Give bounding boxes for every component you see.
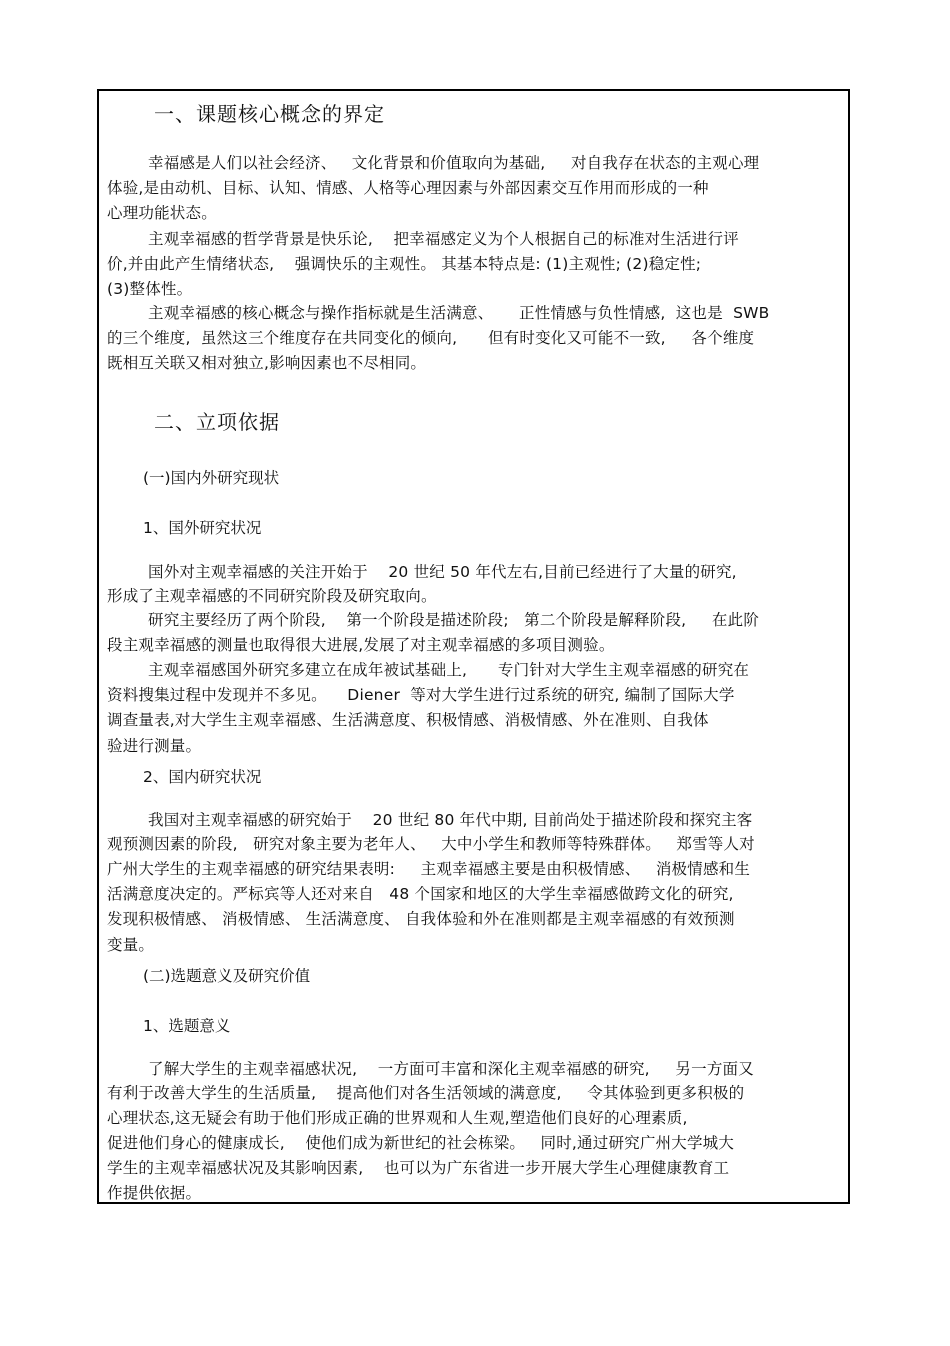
- paragraph-line: 广州大学生的主观幸福感的研究结果表明: 主观幸福感主要是由积极情感、 消极情感和生: [107, 860, 751, 878]
- paragraph-line: 学生的主观幸福感状况及其影响因素, 也可以为广东省进一步开展大学生心理健康教育工: [107, 1159, 730, 1177]
- subsection-heading-foreign: 1、国外研究状况: [143, 519, 262, 537]
- paragraph-line: 我国对主观幸福感的研究始于 20 世纪 80 年代中期, 目前尚处于描述阶段和探究主客: [107, 811, 753, 829]
- paragraph-line: 有利于改善大学生的生活质量, 提高他们对各生活领域的满意度, 令其体验到更多积极的: [107, 1084, 745, 1102]
- paragraph-line: 形成了主观幸福感的不同研究阶段及研究取向。: [107, 587, 437, 605]
- paragraph-line: 作提供依据。: [107, 1184, 202, 1202]
- paragraph-line: 调查量表,对大学生主观幸福感、生活满意度、积极情感、消极情感、外在准则、自我体: [107, 711, 709, 729]
- paragraph-line: 验进行测量。: [107, 737, 202, 755]
- paragraph-line: 幸福感是人们以社会经济、 文化背景和价值取向为基础, 对自我存在状态的主观心理: [107, 154, 760, 172]
- paragraph-line: 研究主要经历了两个阶段, 第一个阶段是描述阶段; 第二个阶段是解释阶段, 在此阶: [107, 611, 760, 629]
- paragraph-line: 观预测因素的阶段, 研究对象主要为老年人、 大中小学生和教师等特殊群体。 郑雪等人对: [107, 835, 755, 853]
- paragraph-line: 主观幸福感国外研究多建立在成年被试基础上, 专门针对大学生主观幸福感的研究在: [107, 661, 750, 679]
- paragraph-line: 国外对主观幸福感的关注开始于 20 世纪 50 年代左右,目前已经进行了大量的研究,: [107, 563, 737, 581]
- section-heading-concept: 一、课题核心概念的界定: [154, 102, 385, 126]
- subsection-heading-significance: (二)选题意义及研究价值: [143, 967, 311, 985]
- subsection-heading-meaning: 1、选题意义: [143, 1017, 231, 1035]
- paragraph-line: 价,并由此产生情绪状态, 强调快乐的主观性。 其基本特点是: (1)主观性; (2)稳定性;: [107, 255, 702, 273]
- paragraph-line: 既相互关联又相对独立,影响因素也不尽相同。: [107, 354, 427, 372]
- subsection-heading-domestic: 2、国内研究状况: [143, 768, 262, 786]
- paragraph-line: (3)整体性。: [107, 280, 193, 298]
- paragraph-line: 活满意度决定的。严标宾等人还对来自 48 个国家和地区的大学生幸福感做跨文化的研究,: [107, 885, 734, 903]
- paragraph-line: 发现积极情感、 消极情感、 生活满意度、 自我体验和外在准则都是主观幸福感的有效预测: [107, 910, 735, 928]
- paragraph-line: 资料搜集过程中发现并不多见。 Diener 等对大学生进行过系统的研究, 编制了国际大学: [107, 686, 735, 704]
- paragraph-line: 心理功能状态。: [107, 204, 217, 222]
- paragraph-line: 段主观幸福感的测量也取得很大进展,发展了对主观幸福感的多项目测验。: [107, 636, 615, 654]
- paragraph-line: 的三个维度, 虽然这三个维度存在共同变化的倾向, 但有时变化又可能不一致, 各个维度: [107, 329, 755, 347]
- paragraph-line: 促进他们身心的健康成长, 使他们成为新世纪的社会栋梁。 同时,通过研究广州大学城大: [107, 1134, 735, 1152]
- paragraph-line: 了解大学生的主观幸福感状况, 一方面可丰富和深化主观幸福感的研究, 另一方面又: [107, 1060, 754, 1078]
- paragraph-line: 主观幸福感的核心概念与操作指标就是生活满意、 正性情感与负性情感, 这也是 SWB: [107, 304, 770, 322]
- paragraph-line: 主观幸福感的哲学背景是快乐论, 把幸福感定义为个人根据自己的标准对生活进行评: [107, 230, 739, 248]
- paragraph-line: 心理状态,这无疑会有助于他们形成正确的世界观和人生观,塑造他们良好的心理素质,: [107, 1109, 688, 1127]
- paragraph-line: 变量。: [107, 936, 155, 954]
- section-heading-basis: 二、立项依据: [154, 410, 280, 434]
- subsection-heading-status: (一)国内外研究现状: [143, 469, 280, 487]
- paragraph-line: 体验,是由动机、目标、认知、情感、人格等心理因素与外部因素交互作用而形成的一种: [107, 179, 709, 197]
